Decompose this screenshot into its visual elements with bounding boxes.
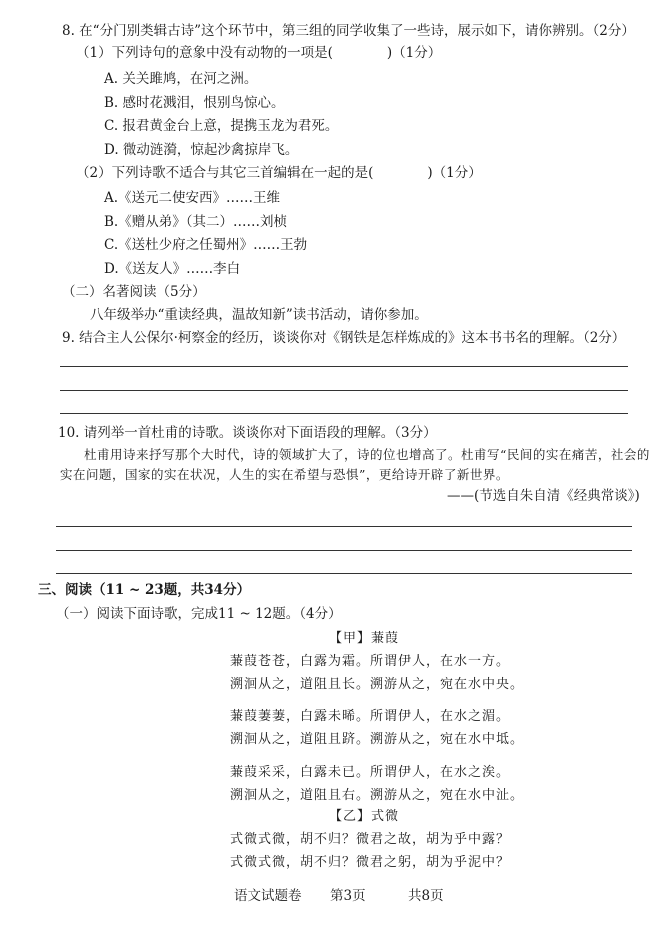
q10-quote-line-1: 杜甫用诗来抒写那个大时代，诗的领域扩大了，诗的位也增高了。杜甫写“民间的实在痛苦，社会的 bbox=[84, 447, 650, 462]
q8-sub2-option-d: D.《送友人》……李白 bbox=[104, 261, 241, 277]
poem-a-line: 蒹葭采采，白露未已。所谓伊人，在水之涘。 bbox=[230, 765, 511, 780]
q8-sub1-option-d: D. 微动涟漪，惊起沙禽掠岸飞。 bbox=[104, 142, 299, 158]
section3-sub-heading: （一）阅读下面诗歌，完成11 ~ 12题。（4分） bbox=[56, 606, 342, 622]
footer-page-number: 第3页 bbox=[330, 888, 366, 904]
q10-answer-line-2[interactable] bbox=[56, 550, 632, 551]
q9-answer-line-1[interactable] bbox=[60, 366, 628, 367]
q8-stem: 8. 在“分门别类辑古诗”这个环节中，第三组的同学收集了一些诗，展示如下，请你辨别。（2分） bbox=[62, 23, 635, 39]
poem-a-line: 蒹葭苍苍，白露为霜。所谓伊人，在水一方。 bbox=[230, 654, 511, 669]
poem-a-line: 蒹葭萋萋，白露未晞。所谓伊人，在水之湄。 bbox=[230, 709, 511, 724]
q8-sub2-option-c: C.《送杜少府之任蜀州》……王勃 bbox=[104, 237, 308, 253]
q9-stem: 9. 结合主人公保尔·柯察金的经历，谈谈你对《钢铁是怎样炼成的》这本书书名的理解。（2分） bbox=[62, 330, 626, 346]
q8-sub1-option-c: C. 报君黄金台上意，提携玉龙为君死。 bbox=[104, 118, 339, 134]
poem-a-line: 溯洄从之，道阻且右。溯游从之，宛在水中沚。 bbox=[230, 788, 525, 803]
q10-answer-line-1[interactable] bbox=[56, 526, 632, 527]
q9-answer-line-2[interactable] bbox=[60, 390, 628, 391]
footer-total-pages: 共8页 bbox=[408, 888, 444, 904]
poem-a-title: 【甲】蒹葭 bbox=[329, 631, 400, 646]
q8-sub2-option-a: A.《送元二使安西》……王维 bbox=[104, 190, 281, 206]
poem-b-line: 式微式微，胡不归？微君之躬，胡为乎泥中？ bbox=[230, 855, 511, 870]
poem-a-line: 溯洄从之，道阻且长。溯游从之，宛在水中央。 bbox=[230, 677, 525, 692]
section2-heading: （二）名著阅读（5分） bbox=[62, 284, 206, 300]
q9-answer-line-3[interactable] bbox=[60, 413, 628, 414]
q10-quote-line-2: 实在问题，国家的实在状况，人生的实在希望与恐惧”，更给诗开辟了新世界。 bbox=[60, 467, 509, 482]
footer-paper-name: 语文试题卷 bbox=[234, 888, 302, 904]
q8-sub2-prompt: （2）下列诗歌不适合与其它三首编辑在一起的是( )（1分） bbox=[76, 165, 482, 181]
section3-heading: 三、阅读（11 ~ 23题，共34分） bbox=[38, 582, 251, 598]
poem-b-line: 式微式微，胡不归？微君之故，胡为乎中露？ bbox=[230, 832, 511, 847]
q8-sub1-option-b: B. 感时花溅泪，恨别鸟惊心。 bbox=[104, 95, 285, 111]
poem-a-line: 溯洄从之，道阻且跻。溯游从之，宛在水中坻。 bbox=[230, 732, 525, 747]
q10-source: ——(节选自朱自清《经典常谈》) bbox=[447, 488, 640, 504]
section2-intro: 八年级举办“重读经典，温故知新”读书活动，请你参加。 bbox=[90, 307, 428, 323]
q8-sub1-option-a: A. 关关雎鸠，在河之洲。 bbox=[104, 71, 258, 87]
poem-b-title: 【乙】式微 bbox=[329, 809, 400, 824]
q8-sub1-prompt: （1）下列诗句的意象中没有动物的一项是( )（1分） bbox=[76, 45, 442, 61]
q10-answer-line-3[interactable] bbox=[56, 573, 632, 574]
q10-stem: 10. 请列举一首杜甫的诗歌。谈谈你对下面语段的理解。（3分） bbox=[58, 425, 437, 441]
q8-sub2-option-b: B.《赠从弟》（其二）……刘桢 bbox=[104, 214, 287, 230]
